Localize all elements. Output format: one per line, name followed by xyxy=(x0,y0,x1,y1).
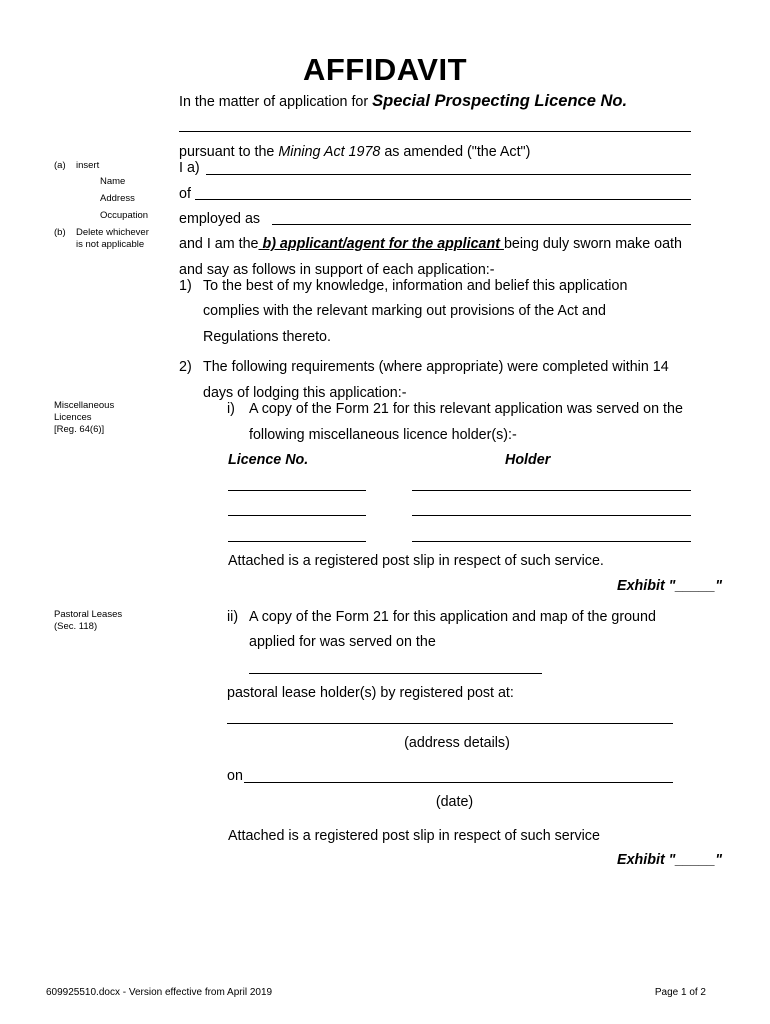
item1-line1: To the best of my knowledge, information and belief this application xyxy=(203,278,628,294)
applicant-choice[interactable]: b) applicant/agent for the applicant xyxy=(258,236,504,252)
say-as-follows: and say as follows in support of each application:- xyxy=(179,262,495,278)
attached-note-2: Attached is a registered post slip in respect of such service xyxy=(228,828,600,844)
holder-line-2[interactable] xyxy=(412,515,691,516)
margin-misc-2: Licences xyxy=(54,412,92,423)
margin-occupation: Occupation xyxy=(100,210,149,221)
document-title: AFFIDAVIT xyxy=(302,52,468,87)
margin-delete-1: Delete whichever xyxy=(76,227,149,238)
margin-misc-3: [Reg. 64(6)] xyxy=(54,424,105,435)
licence-number-line[interactable] xyxy=(179,131,691,132)
employed-as-label: employed as xyxy=(179,211,261,227)
licence-no-header: Licence No. xyxy=(228,452,309,468)
licence-no-line-2[interactable] xyxy=(228,515,366,516)
sub-i-line1: A copy of the Form 21 for this relevant application was served on the xyxy=(249,401,683,417)
licence-no-line-1[interactable] xyxy=(228,490,366,491)
licence-type: Special Prospecting Licence No. xyxy=(372,92,628,110)
holder-line-1[interactable] xyxy=(412,490,691,491)
margin-misc-1: Miscellaneous xyxy=(54,400,115,411)
intro-prefix: In the matter of application for xyxy=(179,94,373,110)
item2-number: 2) xyxy=(179,359,192,375)
address-field-line[interactable] xyxy=(195,199,691,200)
margin-address: Address xyxy=(100,193,135,204)
holder-header: Holder xyxy=(505,452,551,468)
item1-line3: Regulations thereto. xyxy=(203,329,331,345)
on-label: on xyxy=(227,768,243,784)
address-details-line[interactable] xyxy=(227,723,673,724)
footer-page-number: Page 1 of 2 xyxy=(654,987,706,998)
act-name: Mining Act 1978 xyxy=(278,144,381,160)
footer-document-info: 609925510.docx - Version effective from April 2019 xyxy=(46,987,273,998)
exhibit-1[interactable]: Exhibit "_____" xyxy=(617,578,722,594)
margin-delete-2: is not applicable xyxy=(76,239,145,250)
sub-ii-line1: A copy of the Form 21 for this application and map of the ground xyxy=(249,609,656,625)
licence-no-line-3[interactable] xyxy=(228,541,366,542)
margin-b: (b) xyxy=(54,227,66,238)
date-caption: (date) xyxy=(435,794,474,810)
served-on-line[interactable] xyxy=(249,673,542,674)
margin-pastoral-1: Pastoral Leases xyxy=(54,609,123,620)
applicant-prefix: and I am the xyxy=(179,236,259,252)
item2-line2: days of lodging this application:- xyxy=(203,385,407,401)
applicant-suffix: being duly sworn make oath xyxy=(503,236,682,252)
address-details-caption: (address details) xyxy=(404,735,510,751)
pastoral-text: pastoral lease holder(s) by registered post at: xyxy=(227,685,514,701)
applicant-line xyxy=(179,236,682,252)
pursuant-line xyxy=(179,144,530,160)
sub-i-number: i) xyxy=(227,401,235,417)
intro-line xyxy=(179,92,627,111)
pursuant-prefix: pursuant to the xyxy=(179,144,279,160)
item1-line2: complies with the relevant marking out provisions of the Act and xyxy=(203,303,606,319)
sub-i-line2: following miscellaneous licence holder(s):- xyxy=(249,427,517,443)
attached-note-1: Attached is a registered post slip in respect of such service. xyxy=(228,553,604,569)
of-label: of xyxy=(179,186,191,202)
name-field-line[interactable] xyxy=(206,174,691,175)
occupation-field-line[interactable] xyxy=(272,224,691,225)
item2-line1: The following requirements (where appropriate) were completed within 14 xyxy=(203,359,669,375)
margin-name: Name xyxy=(100,176,126,187)
margin-pastoral-2: (Sec. 118) xyxy=(54,621,98,632)
sub-ii-line2: applied for was served on the xyxy=(249,634,436,650)
exhibit-2[interactable]: Exhibit "_____" xyxy=(617,852,722,868)
date-line[interactable] xyxy=(244,782,673,783)
pursuant-suffix: as amended ("the Act") xyxy=(380,144,531,160)
i-a-label: I a) xyxy=(179,160,200,176)
item1-number: 1) xyxy=(179,278,192,294)
margin-a: (a) xyxy=(54,160,66,171)
sub-ii-number: ii) xyxy=(227,609,239,625)
holder-line-3[interactable] xyxy=(412,541,691,542)
margin-insert: insert xyxy=(76,160,100,171)
